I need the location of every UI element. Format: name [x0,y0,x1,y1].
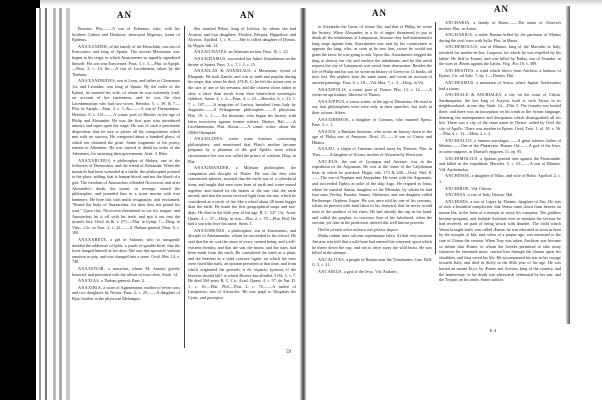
text-column [312,24,433,274]
entry-headword: ANCÆUS [318,158,338,164]
text-column [72,26,180,348]
entry-headword: ANAXILAS [194,68,218,74]
entry-headword: ANAXO [318,146,335,152]
entry-headword: ANAXIS [318,128,336,134]
entry-headword: ANCHIROE [445,185,470,191]
entry-headword: ANAXIDAMUS [194,55,226,61]
dictionary-entry: Boeotus. Plut.——A son of Echemus, who, with his brothers Cedeus and Diodorus, destroyed Hegesias, tyrant of Ephesus. [72,26,180,43]
dictionary-entry: ANAXIMANDER, a Milesian philosopher, the companion and disciple of Thales. He was the first who constructed spheres, asserted that the earth was of a cylindrical form, and taught that men were born of earth and water mixed together, and heated by the beams of the sun; that the earth moved, and that the moon received light from the sun, which he considered as a circle of fire like a wheel about 28 times bigger than the earth. He made the first geographical maps and sun-dials. He died in the 64th year of his age, B. C. 547. Cic. Acad. Quæst. 4, c. 37.—Diog. in vita.—Plin. 2, c. 79.—Plut. Phil. He had a son who bore his name. Strab. 1. [188,165,296,227]
entry-headword: ANCHINOE [445,173,470,179]
dictionary-entry: ANAXIPPUS, a comic writer, in the age of Demetrius. He used to say, that philosophers were wise only in their speeches, but fools in their actions. Athen. [312,98,432,115]
scan-background [0,0,40,400]
entry-headword: ANAXICRATES [194,49,227,55]
dictionary-entry: ANAXARETE, a girl of Salamis, who so arrogantly derided the addresses of Iphis, a youth of ignoble birth, that the lover hanged himself at her door. She saw this spectacle without emotion or pity, and was changed into a stone. Ovid. Met. 14, v. 748. [72,236,180,265]
dictionary-entry: ANCHIALUS, a famous astrologer.——A great warrior, father of Mentes.——One of the Phæacians. Homer. Od.——A god of the Jews, as some suppose, in Martial's epigram, 11, ep. 95. [439,137,561,155]
dictionary-entry: ANCARIUS, a god of the Jews. Vid. Andates. [318,268,398,274]
dictionary-entry: ANAXIDAMUS, succeeded his father Zeuxidamus on the throne of Sparta. Paus. 3, c. 7, l. 4, c. 15. [188,55,296,67]
running-head: AN [372,8,387,18]
entry-headword: ANAXIBIA [78,284,102,290]
dictionary-entry: ANCHINOE, a daughter of Nilus, and wife of Belus. Apollod. 2, c. 1. [439,173,561,185]
dictionary-entry: ANAXILAS & ANAXILAUS, a Messenian, tyrant of Rhegium. He took Zancle, and was so mild and popular during his reign, that when he died, 476 B. C. he left his infant sons to the care of one of his servants, and the citizens chose rather to obey a slave than revolt from their benevolent sovereign's children. Justin. 4, c. 2.—Paus. 4, c. 23.—Herodot. 6, c. 23. 1. 7, c. 167.——A magician of Larissa, banished from Italy by Augustus.——A Pythagorean philosopher.——A physician. Plin. 19, c. 1.——An historian, who began his history with bitter invectives against former writers. Dionys. Hal.——A Lacedæmonian. Plut. About.——A comic writer, about the 100th Olympiad. [188,68,296,135]
entry-headword: ANAXARETE [78,236,107,242]
dictionary-entry: She married Pelias, king of Iolchos, by whom she had Acastus, and four daughters, Pisidice, Pelopea, Hippothoe, and Alcestis. Apollod. 1, c. 9.——She is called daughter of Dymas, by Hygin. fab. 14. [188,26,296,48]
dictionary-entry: ANAXARCHUS, a philosopher of Abdera, one of the followers of Democritus, and the friend of Alexander. When the monarch had been wounded in a battle, the philosopher pointed to the place, adding, that is human blood, and not the blood of a god. The freedom of Anaxarchus offended Nicocreon, and after Alexander's death, the tyrant, in revenge, seized the philosopher, and pounded him in a stone mortar with iron hammers. He bore this with much resignation, and exclaimed, "Pound the body of Anaxarchus, for thou dost not pound his soul." Upon this, Nicocreon threatened to cut his tongue, and Anaxarchus bit it off with his teeth, and spit it out into the tyrant's face. Ovid. in Ib. v. 571.—Plut. in Symp. 7.—Diog. in Vita.—Cic. in Tusc. 2, c. 22.——A Theban general. Paus. 8, c. 100. [72,157,180,236]
text-column [188,26,296,348]
running-head: AN [240,10,255,20]
right-page-edge [566,6,570,324]
running-head: AN [117,10,132,20]
entry-headword: ANAXANDER [78,43,108,49]
dictionary-entry: ANCHEMOLUS, son of Rhœtus, king of the Marrubii in Italy, ravished his mother-in-law, Casperia, for which he was expelled by his father. He fled to Turnus, and was killed by Pallas, son of Evander, in the wars of Æneas against the Latins. Virg. Æn. 10, v. 389. [439,44,561,67]
dictionary-entry: ANCALITES, a people of Britain near the Trinobantes. Cæs. Bell. G. 5, c. 21. [312,256,433,268]
dictionary-entry: ANAXIRRHOE, a daughter of Coronus, who married Epeus. Paus. 5, c. 1. [312,116,432,128]
entry-headword: ANCHISA [445,192,466,198]
entry-headword: ANCHESITES [445,67,474,73]
entry-headword: ANCHIALE [445,92,469,98]
dictionary-entry: ANCHARIUS, a noble Roman killed by the partisans of Marius during the civil wars with Sylla. Plut. in Mario. [439,32,561,43]
running-head: AN [494,4,509,14]
dictionary-entry: Πολλὰ μεταξὺ πέλει κύλικος καὶ χείλεος ἄκρου. [318,226,399,232]
entry-headword: ANAXIMENES [194,227,225,233]
book-page-edges [36,8,70,400]
entry-headword: ANAXANDRIDES [78,78,115,84]
entry-headword: ANAXIPOLIS [318,86,347,92]
dictionary-entry: ANCHISES, a son of Capys by Themis, daughter of Ilus. He was of such a beautiful complexion, that Venus came down from heaven on mount Ida, in the form of a nymph, to enjoy his company. The goddess became pregnant, and forbade Anchises ever to mention the favours he had received, on pain of being struck with thunder. The child which Venus brought forth, was called Æneas; he was educated as soon as born by the nymphs of Ida, and, when of a proper age, was entrusted to the care of Chiron the centaur. When Troy was taken, Anchises was become so infirm that Æneas, to whom the Greeks permitted to take away whatever he esteemed most, carried him through the flames upon his shoulders, and thus saved his life. He accompanied his son in his voyage towards Italy, and died in Sicily in the 80th year of his age. He was buried on mount Eryx, by Æneas and Acestes, king of the country, and the anniversary of his death was afterwards celebrated by his son, and the Trojans on his tomb. Some authors [439,198,561,283]
entry-headword: ANAXIAS [78,278,99,284]
column-rule [184,26,185,348]
dictionary-entry: ANCHESITES, a wind which blows from Anchisa, a harbour of Epirus. Cic. ad Attic. 7, ep. 1.—Dionys. Hal. [439,67,561,79]
top-shadow [40,0,602,6]
dictionary-entry: ANCHARIA, a family of Rome.——The name of Octavia's mother. Plut. in Anton. [439,20,561,31]
entry-headword: ANAXENOR [78,265,104,271]
text-column [439,20,561,322]
dictionary-entry: ANAXIBIA, a sister of Agamemnon, mother of seven sons and two daughters by Nestor. Paus. 2, c. 29.——A daughter of Bias, brother to the physician Melampus. [72,284,180,301]
dictionary-entry: ANCÆUS, the son of Lycurgus and Antinoe, was in the expedition of the Argonauts. He was at the chase of the Calydonian boar, in which he perished. Hygin. fab. 173 & 248.—Ovid. Met. 8.——The son of Neptune and Astypalæa. He went with the Argonauts, and succeeded Tiphys as pilot of the ship Argo. He reigned in Ionia, where he married Samia, daughter of the Meander, by whom he had four sons, Perilas, Enudus, Samus, Alitherses, and one daughter called Parthenope. Orpheus Argon. He was once told by one of his servants, whom he pressed with hard labor in his vineyard, that he never would taste of the produce of his vines. He had already the cup in his hand, and called the prophet, to convince him of his falsehood; when the servant, yet firm in his prediction, uttered this well known proverb, [312,158,432,226]
entry-headword: ANAXIPPUS [318,98,345,104]
entry-headword: ANCARIUS [318,268,342,274]
dictionary-entry: ANAXANDER, of the family of the Heraclidæ, was son of Eurycrates, and king of Sparta. The second Messenian war, begun in his reign, in which Aristomenes so signally signalized himself. His son was Eurycrates. Paus. 3, c. 3.—Plut. in Apoph.—Paus. 3, c. 14, &c.—A son of Lacedæmon, taken by the Thebans. [72,43,180,77]
dictionary-entry: ANCHISA, a city of Italy. Dionys. Hal. [445,192,514,198]
dictionary-entry: ANCHIROE. Vid. Chiron. [445,185,492,191]
page-number: 59 [286,350,291,355]
entry-headword: ANCHIMOLIUS [445,155,478,161]
entry-headword: ANCHEMOLUS [445,44,478,50]
right-page [310,4,564,400]
entry-headword: ANAXIMANDER [194,165,229,171]
dictionary-entry: ANCHIALE & ANCHIALEA, a city on the coast of Cilicia. Sardanapalus, the last king of Assyria, built it, with Tarsus in its neighbourhood, in one day. Strab. 14.—Plin. 5. The founder was buried there, and there was an inscription on his tomb in the Syrian language, denoting the intemperance and dissipation which distinguished all his life. There was a city of the same name in Thrace, called by Ovid the city of Apollo. There was another in Epirus. Ovid. Trist. 1, el. 10, v. 36.—Plin. 4, c. 11.—Mela, 2, c. 2. [439,92,561,137]
dictionary-entry: Multa cadunt inter calicem supremaque labra. At that very moment Ancæus was told that a wild boar had entered his vineyard; upon which he threw down the cup, and ran to drive away the wild beast. He was killed in the attempt. [312,233,432,256]
column-rule [435,22,436,254]
entry-headword: ANCHISES [445,198,468,204]
dictionary-entry: ANAXICRATES, an Athenian archon. Paus. 10, c. 23. [194,49,289,55]
entry-headword: ANCALITES [318,256,344,262]
dictionary-entry: ANAXIPOLIS, a comic poet of Thasos. Plin. 14, c. 14.——A writer on agriculture, likewise of Thasos. [312,86,432,98]
dictionary-entry: to Alexander the Great, of whose life, and that of Philip, he wrote the history. When Alexander, in a fit of anger, threatened to put to death all the inhabitants of Lampsacus, because they had maintained a long siege against him, Anaximenes was sent by his countrymen to appease the king, who, as soon as he saw him, swore he would not grant the favor he was going to ask. Upon this, Anaximenes begged the king to destroy the city and enslave the inhabitants, and by this artful request the city of Lampsacus was saved from destruction. Besides the life of Philip and his son, he wrote an history of Greece in 12 books, all now lost. His nephew bore the same name, and wrote an account of ancient paintings. Paus. 6, c. 18.—Val. Max. 7, c. 3.—Diog. in Vit. [312,24,432,85]
dictionary-entry: ANAXENOR, a musician, whom M. Antony greatly honored, and presented with the tribute of four cities. Strab. 14. [72,265,180,277]
entry-headword: ANAXILIDES [194,136,223,142]
entry-headword: ANCHESMUS [445,79,474,85]
book-gutter [300,8,306,400]
dictionary-entry: ANAXANDRIDES, son of Leon, and father to Cleomenes 1st, and Leonidas, was king of Sparta. By the order of the Ephori, he married his wife, of whom he was extremely fond, on account of her barrenness; and he was the first Lacedæmonian who had two wives. Herodot. 5, c. 39. & 7.—Plut. in Apoph.—Paus. 3, c. 3, &c.——A son of Theopompus. Herodot. 8, c. 131.——A comic poet of Rhodes in the age of Philip and Alexander. He was the first poet who introduced amours and rapes upon the stage. He was of such a passionate disposition, that he tore to pieces all his compositions which met with no success. He composed about a hundred plays, of which ten obtained the prize. Some fragments of his poetry remain in Athenæus. He was starved to death by order of the Athenians, for satirizing their government. Arist. 3, Rhet. [72,78,180,157]
dictionary-entry: ANAXIMENES, a philosopher, son of Erasistratus, and disciple of Anaximander, whom he succeeded in his school. He said that the air was the cause of every created being, and a self-existent divinity, and that the sun, the moon, and the stars, had been made from the earth. He considered the earth as a plain, and the heavens as a solid concave figure, on which the stars were fixed like nails, an opinion prevalent at that time, and from which originated the proverb, τί ἂν οὐρανὸς ἐμπέσοι; if the heavens should fall? to which Horace has alluded, 3 Od. 3, v. 7. He died 504 years B. C. Cic. Acad. Quæst. 4, c. 37. de Nat. D. 1, c. 10.—Plut. Phil.—Plin. 2, c. 76.——A native of Lampsacus, son of Aristocles. He was pupil to Diogenes the Cynic, and preceptor [188,227,296,300]
left-page [72,10,298,400]
entry-headword: ANAXARCHUS [78,157,111,163]
dictionary-entry: ANCHESMUS, a mountain of Attica, where Jupiter Anchesmius had a statue. [439,79,561,91]
entry-headword: ANAXIRRHOE [318,116,349,122]
entry-headword: ANCHARIUS [445,32,473,38]
dictionary-entry: ANAXIAS, a Theban general. Paus. 2. [78,278,146,284]
dictionary-entry: ANCHIMOLIUS, a Spartan general sent against the Pisistratidæ, and killed in the expedition. Herodot. 5, c. 63.——A son of Rhœtus. Vid. Anchemolus. [439,155,561,172]
entry-headword: ANCHARIA [445,20,470,25]
catchword: E 4 [490,328,497,333]
dictionary-entry: ANAXIS, a Bœotian historian, who wrote an history down to the age of Philip son of Amyntas. Diod. 15.——A son of Castor and Hilaira. [312,128,432,145]
dictionary-entry: ANAXILIDES, wrote some treatises concerning philosophers, and mentioned that Plato's mother became pregnant by a phantom of the god Apollo, from which circumstance her son was called the prince of wisdom. Diog. in Plat. [188,136,296,164]
dictionary-entry: ANAXO, a virgin of Trœzene carried away by Theseus. Plut. in Thes.——A daughter of Alceus, mother of Alcmena by Electryon. [312,146,432,158]
entry-headword: ANCHIALUS [445,137,472,143]
